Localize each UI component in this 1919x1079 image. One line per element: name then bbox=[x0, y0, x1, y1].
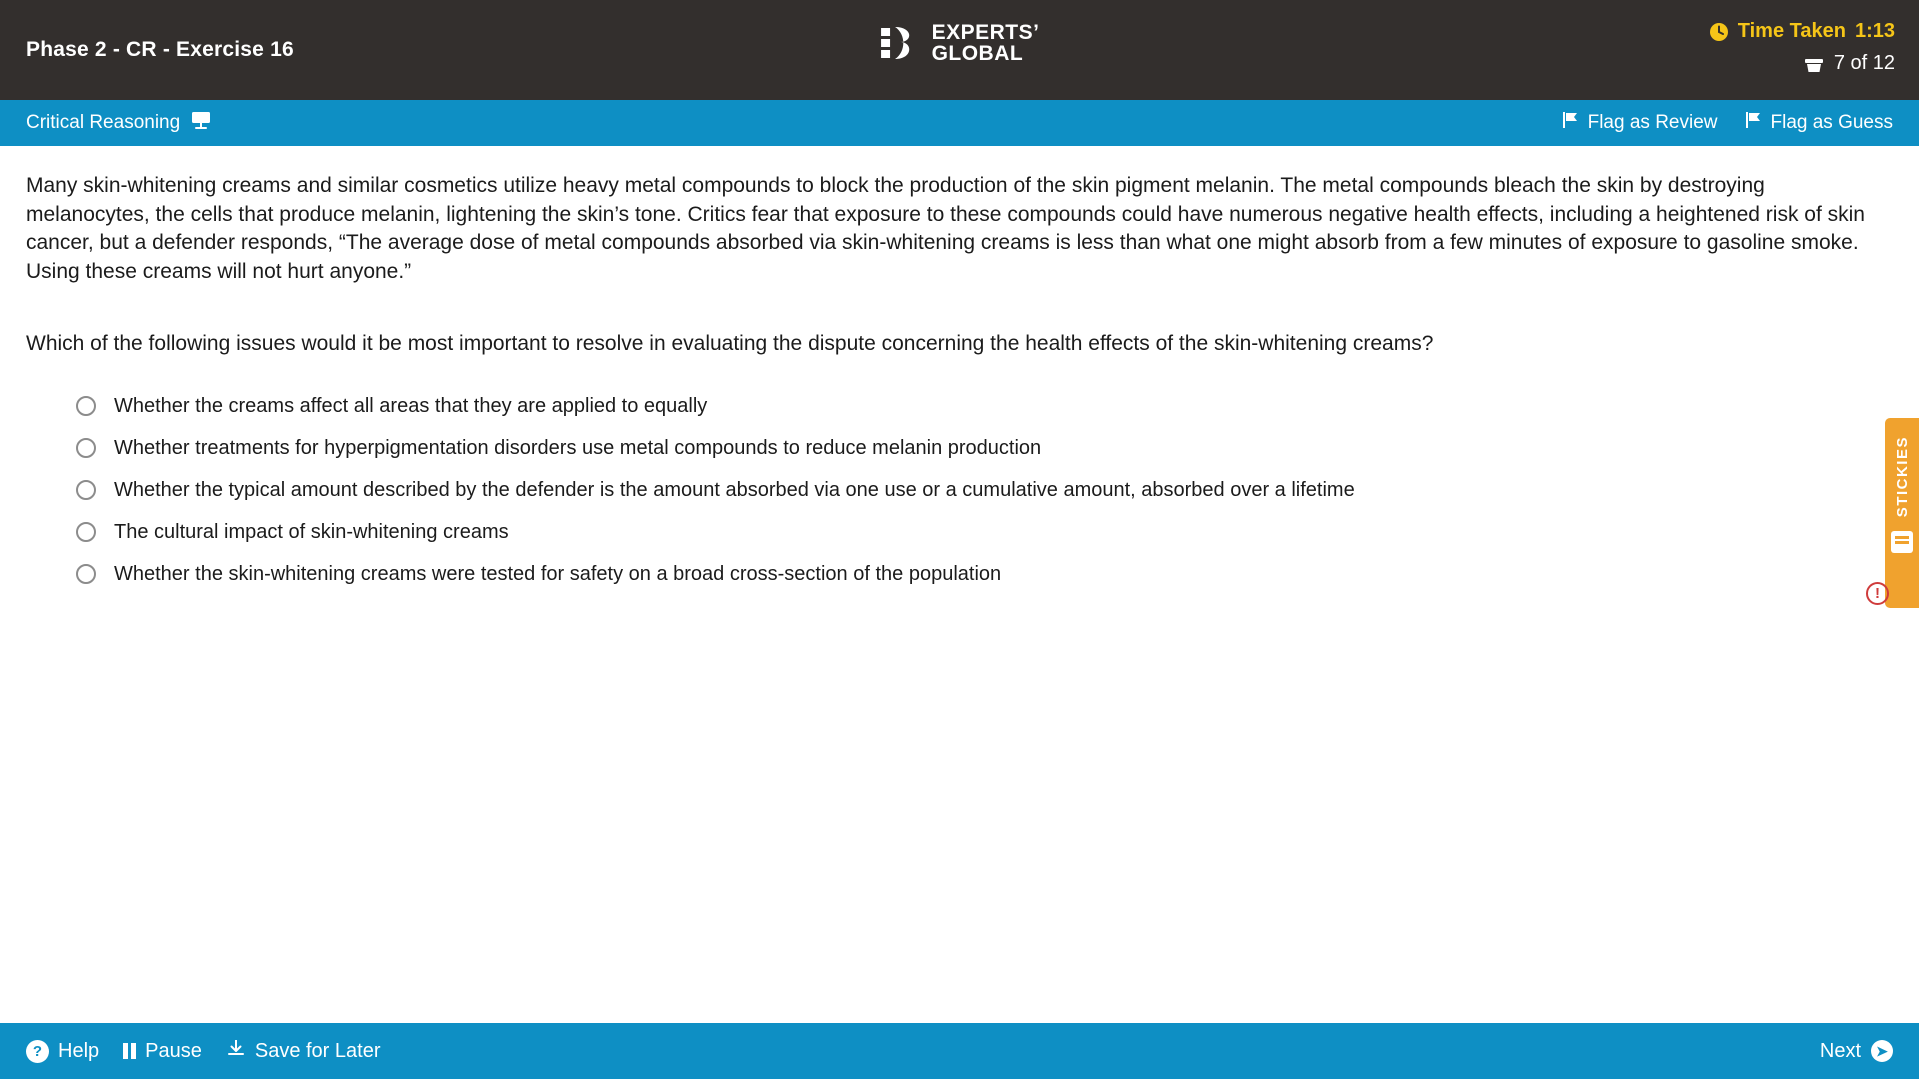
radio-button[interactable] bbox=[76, 522, 96, 542]
time-taken-value: 1:13 bbox=[1854, 20, 1895, 42]
clock-icon bbox=[1709, 22, 1729, 42]
next-button[interactable] bbox=[1820, 1040, 1893, 1063]
radio-button[interactable] bbox=[76, 396, 96, 416]
flag-icon bbox=[1744, 111, 1762, 135]
section-bar bbox=[0, 100, 1919, 146]
answer-option-label: Whether the creams affect all areas that they are applied to equally bbox=[114, 394, 708, 417]
footer-bar bbox=[0, 1023, 1919, 1079]
timer-panel bbox=[1709, 20, 1895, 75]
brand-line-2: GLOBAL bbox=[931, 42, 1024, 66]
save-for-later-button[interactable] bbox=[226, 1038, 381, 1064]
section-info bbox=[26, 110, 212, 136]
answer-option-b[interactable] bbox=[26, 427, 1893, 469]
cart-icon bbox=[1803, 54, 1825, 74]
radio-button[interactable] bbox=[76, 438, 96, 458]
download-icon bbox=[226, 1038, 246, 1064]
question-circle-icon: ? bbox=[26, 1040, 49, 1063]
stickies-tab[interactable] bbox=[1885, 418, 1919, 608]
flag-as-review-button[interactable] bbox=[1561, 111, 1718, 135]
answer-option-a[interactable] bbox=[26, 385, 1893, 427]
question-content-area bbox=[0, 146, 1919, 1023]
radio-button[interactable] bbox=[76, 564, 96, 584]
answer-option-c[interactable] bbox=[26, 469, 1893, 511]
answer-option-label: Whether the typical amount described by the defender is the amount absorbed via one use or a cumulative amount, absorbed over a lifetime bbox=[114, 478, 1355, 501]
flag-actions bbox=[1561, 111, 1893, 135]
help-label: Help bbox=[58, 1039, 100, 1062]
flag-as-review-label: Flag as Review bbox=[1587, 112, 1718, 133]
answer-option-label: Whether the skin-whitening creams were tested for safety on a broad cross-section of the population bbox=[114, 562, 1002, 585]
answer-option-label: Whether treatments for hyperpigmentation disorders use metal compounds to reduce melanin production bbox=[114, 436, 1042, 459]
experts-global-logo-icon bbox=[880, 22, 922, 64]
pause-icon bbox=[123, 1043, 136, 1059]
alert-circle-icon[interactable] bbox=[1866, 582, 1889, 605]
flag-icon bbox=[1561, 111, 1579, 135]
footer-actions bbox=[26, 1038, 380, 1064]
presentation-icon[interactable] bbox=[190, 110, 212, 136]
arrow-right-circle-icon: ➤ bbox=[1871, 1040, 1893, 1062]
answer-option-e[interactable] bbox=[26, 553, 1893, 595]
stickies-label: STICKIES bbox=[1893, 436, 1911, 518]
next-label: Next bbox=[1819, 1039, 1861, 1062]
save-for-later-label: Save for Later bbox=[254, 1039, 381, 1062]
help-button[interactable] bbox=[26, 1040, 99, 1063]
brand-logo bbox=[880, 22, 1040, 65]
pause-label: Pause bbox=[145, 1039, 202, 1062]
question-counter bbox=[1709, 52, 1895, 75]
top-header-bar bbox=[0, 0, 1919, 100]
flag-as-guess-label: Flag as Guess bbox=[1770, 112, 1893, 133]
answer-option-d[interactable] bbox=[26, 511, 1893, 553]
question-stem: Which of the following issues would it be most important to resolve in evaluating the dispute concerning the health effects of the skin-whitening creams? bbox=[26, 332, 1434, 356]
page-title: Phase 2 - CR - Exercise 16 bbox=[26, 38, 294, 61]
answer-options-list bbox=[26, 385, 1893, 595]
pause-button[interactable] bbox=[123, 1040, 202, 1063]
brand-text bbox=[932, 22, 1040, 65]
section-label: Critical Reasoning bbox=[26, 112, 181, 133]
time-taken bbox=[1709, 20, 1895, 43]
question-counter-value: 7 of 12 bbox=[1833, 52, 1895, 74]
passage-text: Many skin-whitening creams and similar cosmetics utilize heavy metal compounds to block the production of the skin pigment melanin. The metal compounds bleach the skin by destroying melanocytes, the cells that produce melanin, lightening the skin’s tone. Critics fear that exposure to these compounds could have numerous negative health effects, including a heightened risk of skin cancer, but a defender responds, “The average dose of metal compounds absorbed via skin-whitening creams is less than what one might absorb from a few minutes of exposure to gasoline smoke. Using these creams will not hurt anyone.” bbox=[26, 174, 1865, 283]
sticky-note-icon bbox=[1891, 531, 1913, 553]
brand-line-1: EXPERTS’ bbox=[931, 21, 1040, 44]
flag-as-guess-button[interactable] bbox=[1744, 111, 1894, 135]
time-taken-label: Time Taken bbox=[1737, 20, 1846, 42]
radio-button[interactable] bbox=[76, 480, 96, 500]
answer-option-label: The cultural impact of skin-whitening creams bbox=[114, 520, 509, 543]
alert-symbol: ! bbox=[1875, 585, 1880, 602]
